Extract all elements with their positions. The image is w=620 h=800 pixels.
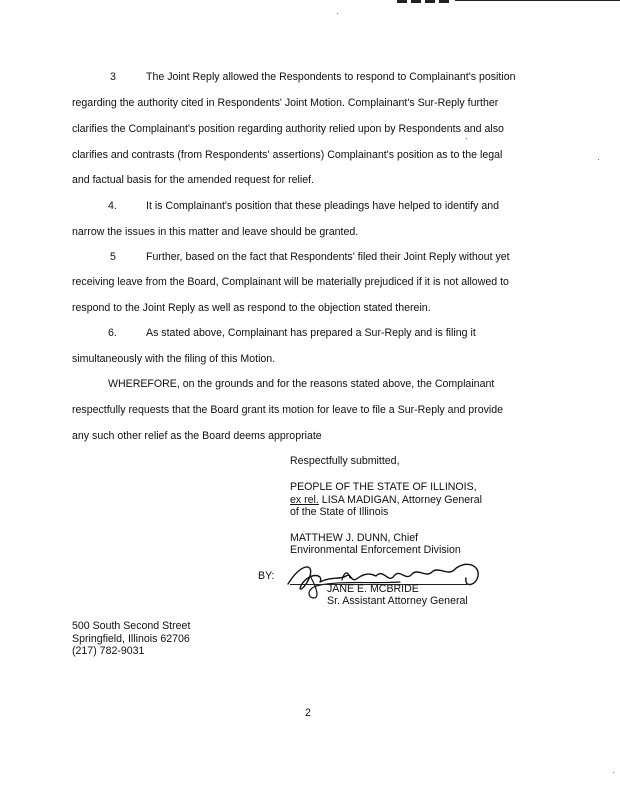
ex-rel: ex rel.: [290, 494, 319, 506]
chief-name: MATTHEW J. DUNN, Chief: [290, 532, 419, 544]
paragraph-line: simultaneously with the filing of this Motion.: [72, 353, 276, 365]
closing: Respectfully submitted,: [290, 455, 400, 467]
paragraph-line: respond to the Joint Reply as well as respond to the objection stated therein.: [72, 302, 431, 314]
scan-speck: [466, 138, 467, 139]
paragraph-number: 4.: [108, 200, 117, 212]
paragraph-line: narrow the issues in this matter and leave should be granted.: [72, 226, 359, 238]
paragraph-line: As stated above, Complainant has prepared a Sur-Reply and is filing it: [146, 327, 476, 339]
paragraph-line: any such other relief as the Board deems appropriate: [72, 430, 322, 442]
party-name: PEOPLE OF THE STATE OF ILLINOIS,: [290, 481, 477, 493]
scan-speck: [613, 772, 614, 773]
scan-speck: [598, 159, 599, 160]
state-line: of the State of Illinois: [290, 506, 389, 518]
attorney-general-line: [290, 494, 482, 506]
paragraph-line: WHEREFORE, on the grounds and for the reasons stated above, the Complainant: [108, 378, 495, 390]
address-city: Springfield, Illinois 62706: [72, 633, 190, 645]
page-number: 2: [305, 707, 311, 719]
scan-artifact-top: [395, 0, 620, 4]
address-street: 500 South Second Street: [72, 620, 191, 632]
attorney-general-name: LISA MADIGAN, Attorney General: [318, 494, 482, 506]
paragraph-line: Further, based on the fact that Respondents' filed their Joint Reply without yet: [146, 251, 510, 263]
by-label: BY:: [258, 570, 275, 582]
signer-title: Sr. Assistant Attorney General: [327, 595, 468, 607]
paragraph-line: clarifies the Complainant's position regarding authority relied upon by Respondents and also: [72, 123, 504, 135]
paragraph-number: 6.: [108, 327, 117, 339]
paragraph-number: 3: [110, 71, 116, 83]
scan-speck: [337, 13, 338, 14]
chief-division: Environmental Enforcement Division: [290, 544, 461, 556]
paragraph-line: It is Complainant's position that these pleadings have helped to identify and: [146, 200, 500, 212]
signer-name: JANE E. MCBRIDE: [327, 583, 419, 595]
paragraph-line: The Joint Reply allowed the Respondents to respond to Complainant's position: [146, 71, 516, 83]
paragraph-number: 5: [110, 251, 116, 263]
paragraph-line: and factual basis for the amended request for relief.: [72, 174, 315, 186]
paragraph-line: regarding the authority cited in Respondents' Joint Motion. Complainant's Sur-Reply further: [72, 97, 499, 109]
address-phone: (217) 782-9031: [72, 645, 145, 657]
paragraph-line: clarifies and contrasts (from Respondents' assertions) Complainant's position as to the legal: [72, 149, 503, 161]
paragraph-line: receiving leave from the Board, Complainant will be materially prejudiced if it is not allowed to: [72, 276, 509, 288]
paragraph-line: respectfully requests that the Board grant its motion for leave to file a Sur-Reply and provide: [72, 404, 504, 416]
